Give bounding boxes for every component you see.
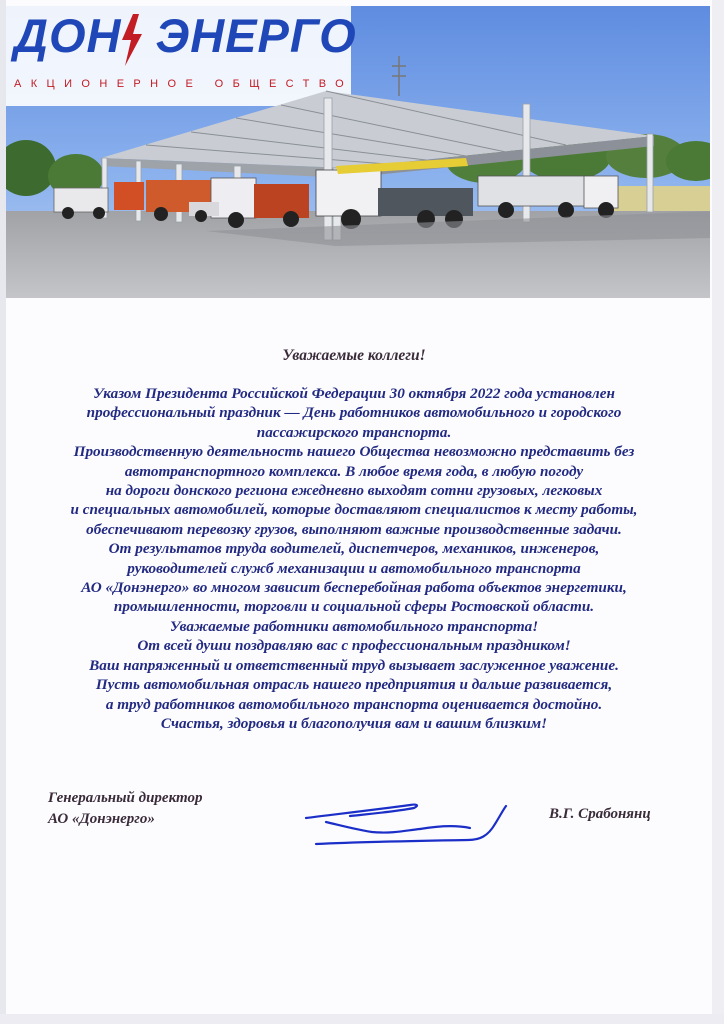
letter-line: промышленности, торговли и социальной сферы Ростовской области. xyxy=(113,598,595,616)
lightning-bolt-icon xyxy=(116,14,146,66)
letter-line: Счастья, здоровья и благополучия вам и вашим близким! xyxy=(160,714,548,732)
letter-line: профессиональный праздник — День работников автомобильного и городского xyxy=(86,404,622,422)
logo-wordmark xyxy=(14,9,357,62)
company-logo xyxy=(6,6,357,98)
letter-greeting: Уважаемые коллеги! xyxy=(282,347,426,364)
letter-line: От результатов труда водителей, диспетчеров, механиков, инженеров, xyxy=(108,540,600,558)
letter-line: Уважаемые работники автомобильного транспорта! xyxy=(169,617,539,635)
signatory-position-line1: Генеральный директор xyxy=(48,790,203,806)
scan-edge-right xyxy=(712,0,724,1024)
logo-name-part1: ДОН xyxy=(14,9,122,62)
letter-line: От всей души поздравляю вас с профессиональным праздником! xyxy=(137,637,571,655)
handwritten-signature xyxy=(298,796,513,852)
letter-line: руководителей служб механизации и автомобильного транспорта xyxy=(127,559,581,577)
letter-body xyxy=(20,384,688,733)
letter-line: Указом Президента Российской Федерации 30 октября 2022 года установлен xyxy=(93,385,615,402)
letter-line: автотранспортного комплекса. В любое время года, в любую погоду xyxy=(124,462,584,480)
letter-line: Пусть автомобильная отрасль нашего предприятия и дальше развивается, xyxy=(95,676,613,694)
letter-line: пассажирского транспорта. xyxy=(256,423,452,441)
letter-line: и специальных автомобилей, которые доставляют специалистов к месту работы, xyxy=(70,501,638,519)
logo-subtitle: АКЦИОНЕРНОЕ ОБЩЕСТВО xyxy=(14,78,354,90)
logo-name-part2: ЭНЕРГО xyxy=(155,9,357,62)
scan-edge-bottom xyxy=(0,1014,724,1024)
letter-line: Ваш напряженный и ответственный труд вызывает заслуженное уважение. xyxy=(89,656,619,674)
letter-line: АО «Донэнерго» во многом зависит бесперебойная работа объектов энергетики, xyxy=(81,579,627,597)
letter-line: на дороги донского региона ежедневно выходят сотни грузовых, легковых xyxy=(105,482,603,500)
letter-line: Производственную деятельность нашего Общества невозможно представить без xyxy=(73,443,635,461)
signatory-position-line2: АО «Донэнерго» xyxy=(48,811,155,827)
signatory-position xyxy=(48,788,202,830)
letter-line: обеспечивают перевозку грузов, выполняют важные производственные задачи. xyxy=(86,520,622,538)
header-photo xyxy=(6,6,710,298)
letter-line: а труд работников автомобильного транспорта оценивается достойно. xyxy=(105,695,603,713)
signatory-name: В.Г. Срабонянц xyxy=(549,806,651,822)
field xyxy=(606,186,710,211)
